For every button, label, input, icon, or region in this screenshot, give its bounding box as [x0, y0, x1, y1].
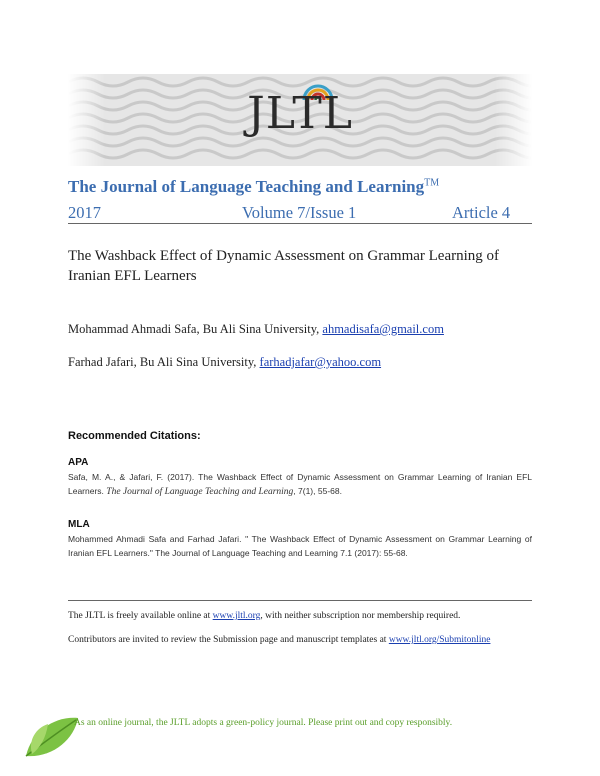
- apa-citation: Safa, M. A., & Jafari, F. (2017). The Washback Effect of Dynamic Assessment on Grammar Learning of Iranian EFL Learners. The Journal of Language Teaching and Learning, 7(1), 55-68.: [68, 472, 532, 497]
- footer-divider: [68, 600, 532, 601]
- journal-logo: JLTL: [247, 88, 353, 139]
- footer-submission: Contributors are invited to review the Submission page and manuscript templates at www.jltl.org/Submitonline: [68, 635, 491, 645]
- article-title: The Washback Effect of Dynamic Assessment on Grammar Learning of Iranian EFL Learners: [68, 248, 500, 284]
- issue-article: Article 4: [452, 203, 511, 222]
- header-divider: [68, 223, 532, 224]
- citations-heading: Recommended Citations:: [68, 430, 201, 442]
- author-2-email-link[interactable]: farhadjafar@yahoo.com: [259, 355, 382, 369]
- apa-label: APA: [68, 457, 89, 468]
- submit-online-link[interactable]: www.jltl.org/Submitonline: [388, 635, 491, 645]
- author-1-email-link[interactable]: ahmadisafa@gmail.com: [322, 322, 444, 336]
- author-line-2: Farhad Jafari, Bu Ali Sina University, farhadjafar@yahoo.com: [68, 355, 382, 369]
- green-leaf-icon: [22, 710, 82, 762]
- green-policy-note: As an online journal, the JLTL adopts a green-policy journal. Please print out and copy responsibly.: [74, 718, 453, 728]
- journal-title: The Journal of Language Teaching and Learning™: [68, 177, 440, 196]
- footer-availability: The JLTL is freely available online at www.jltl.org, with neither subscription nor membership required.: [68, 611, 461, 621]
- mla-citation: Mohammed Ahmadi Safa and Farhad Jafari. " The Washback Effect of Dynamic Assessment on Grammar Learning of Iranian EFL Learners." The Journal of Language Teaching and Learning 7.1 (2017): 55-68.: [68, 534, 532, 558]
- issue-volume: Volume 7/Issue 1: [242, 203, 357, 222]
- issue-year: 2017: [68, 203, 101, 222]
- jltl-site-link[interactable]: www.jltl.org: [212, 611, 261, 621]
- author-line-1: Mohammad Ahmadi Safa, Bu Ali Sina University, ahmadisafa@gmail.com: [68, 322, 444, 336]
- mla-label: MLA: [68, 519, 90, 530]
